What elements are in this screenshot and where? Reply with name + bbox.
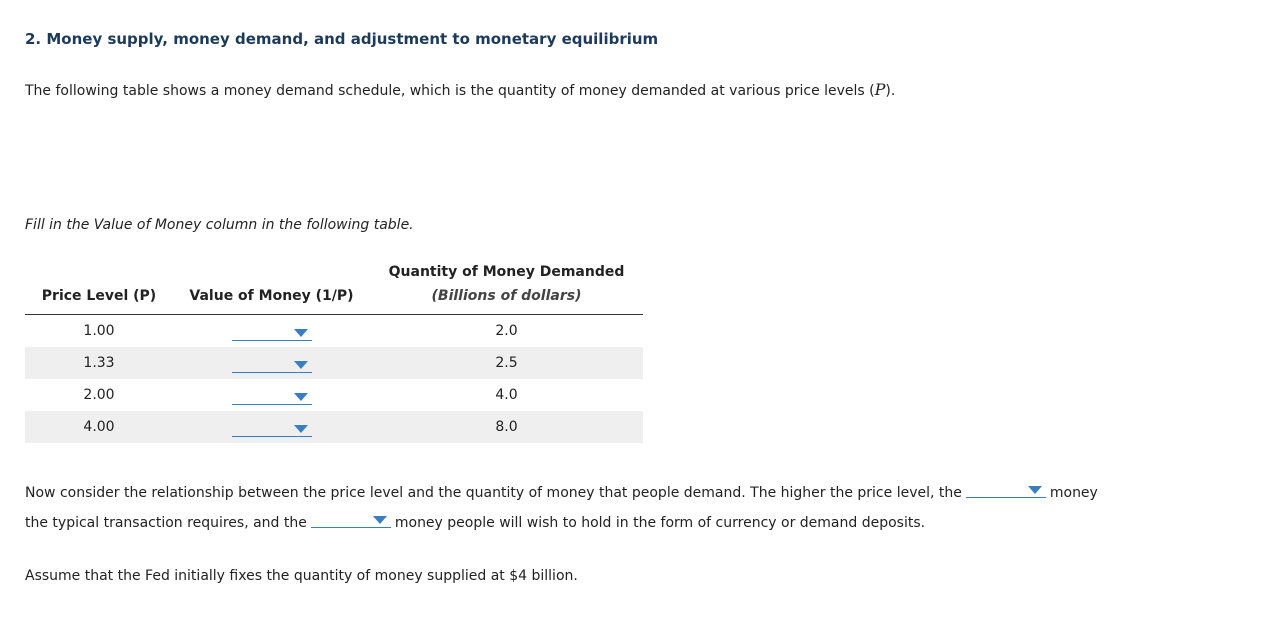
caret-down-icon [373,516,387,524]
quantity-unit-header: (Billions of dollars) [370,286,643,315]
paragraph-text-1: Now consider the relationship between the price level and the quantity of money that people demand. The higher the price level, the [25,485,962,501]
quantity-cell: 8.0 [370,411,643,443]
price-cell: 1.00 [83,323,115,339]
price-cell: 1.33 [25,347,173,379]
quantity-cell: 2.0 [495,323,518,339]
price-header: Price Level (P) [25,286,173,315]
table-instruction: Fill in the Value of Money column in the following table. [25,217,414,233]
intro-end: ). [885,83,896,99]
value-dropdown-row-4[interactable] [232,420,312,437]
relationship-paragraph-line-1 [25,478,1098,508]
price-cell: 4.00 [25,411,173,443]
quantity-cell: 4.0 [495,387,518,403]
money-held-dropdown[interactable] [311,511,391,528]
table-row [25,411,643,443]
quantity-cell: 2.5 [370,347,643,379]
caret-down-icon [294,329,308,337]
price-level-effect-dropdown[interactable] [966,481,1046,498]
price-cell: 2.00 [83,387,115,403]
intro-text [25,80,895,99]
paragraph-text-4: money people will wish to hold in the form of currency or demand deposits. [394,515,926,531]
assumption-text: Assume that the Fed initially fixes the quantity of money supplied at $4 billion. [25,568,578,584]
relationship-paragraph-line-2 [25,508,925,538]
question-title: 2. Money supply, money demand, and adjustment to monetary equilibrium [25,30,659,48]
price-variable: P [874,80,886,99]
value-header: Value of Money (1/P) [173,286,370,315]
value-dropdown-row-2[interactable] [232,356,312,373]
caret-down-icon [294,393,308,401]
paragraph-text-2: money [1049,485,1098,501]
value-dropdown-row-3[interactable] [232,388,312,405]
table-row [25,379,643,411]
quantity-header: Quantity of Money Demanded [388,264,625,280]
caret-down-icon [1028,486,1042,494]
caret-down-icon [294,425,308,433]
table-row [25,347,643,379]
intro-body: The following table shows a money demand schedule, which is the quantity of money demanded at various price levels ( [25,83,875,99]
money-demand-table [25,258,643,443]
caret-down-icon [294,361,308,369]
paragraph-text-3: the typical transaction requires, and the [25,515,307,531]
value-dropdown-row-1[interactable] [232,324,312,341]
table-row [25,315,643,348]
